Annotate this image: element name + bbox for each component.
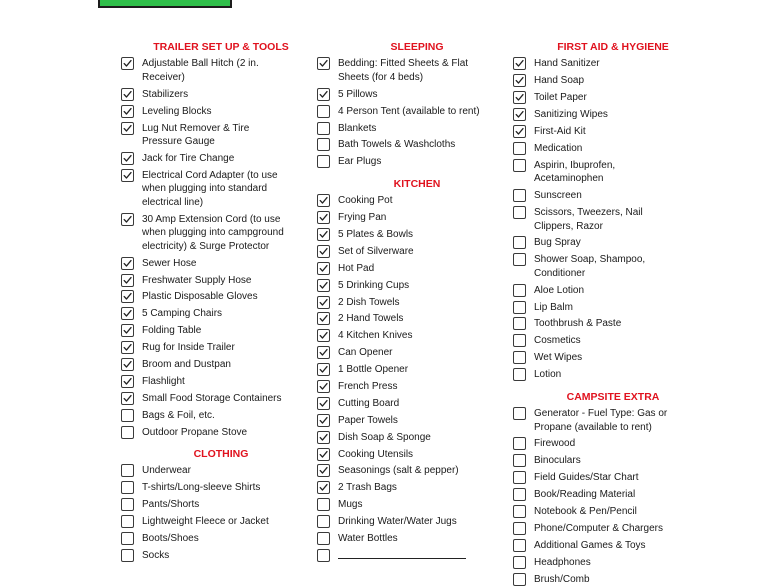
item-label: Frying Pan: [338, 212, 387, 224]
item-label: Lip Balm: [534, 301, 573, 313]
checkmark-icon: [318, 89, 329, 100]
item-label: Toothbrush & Paste: [534, 318, 622, 330]
checkbox-unchecked[interactable]: [317, 549, 330, 562]
checkbox-checked[interactable]: [121, 152, 134, 165]
checkbox-checked[interactable]: [121, 375, 134, 388]
item-label: Hot Pad: [338, 262, 375, 274]
checkmark-icon: [122, 214, 133, 225]
checkbox-unchecked[interactable]: [513, 142, 526, 155]
checkmark-icon: [514, 92, 525, 103]
checklist-item[interactable]: [121, 152, 321, 166]
checkbox-checked[interactable]: [317, 481, 330, 494]
item-label: 2 Dish Towels: [338, 296, 400, 308]
checkmark-icon: [122, 393, 133, 404]
item-label: Adjustable Ball Hitch (2 in. Receiver): [142, 58, 259, 83]
checklist-item[interactable]: [317, 549, 517, 563]
checkbox-checked[interactable]: [121, 392, 134, 405]
checkbox-checked[interactable]: [317, 346, 330, 359]
checklist-item[interactable]: [513, 505, 713, 519]
item-label: Stabilizers: [142, 88, 189, 100]
checkbox-checked[interactable]: [121, 257, 134, 270]
checkmark-icon: [122, 291, 133, 302]
checklist-item[interactable]: [317, 245, 517, 259]
item-label: Seasonings (salt & pepper): [338, 465, 459, 477]
checkbox-checked[interactable]: [317, 57, 330, 70]
checklist-item[interactable]: [121, 392, 321, 406]
item-label: 30 Amp Extension Cord (to use when plugging into campground electricity) & Surge Protector: [142, 213, 284, 252]
checklist-item[interactable]: [317, 346, 517, 360]
checkbox-checked[interactable]: [121, 105, 134, 118]
checkbox-checked[interactable]: [317, 414, 330, 427]
item-label: 1 Bottle Opener: [338, 364, 409, 376]
checkmark-icon: [318, 381, 329, 392]
checklist-item[interactable]: [121, 426, 321, 440]
checkmark-icon: [122, 359, 133, 370]
item-label: Plastic Disposable Gloves: [142, 291, 258, 303]
item-label: Notebook & Pen/Pencil: [534, 505, 637, 517]
checkbox-checked[interactable]: [121, 122, 134, 135]
checklist-item[interactable]: [317, 448, 517, 462]
checkbox-unchecked[interactable]: [513, 334, 526, 347]
checklist-item[interactable]: [317, 296, 517, 310]
checklist-item[interactable]: [317, 329, 517, 343]
checkbox-unchecked[interactable]: [513, 454, 526, 467]
checkbox-checked[interactable]: [317, 329, 330, 342]
checklist-item[interactable]: [513, 57, 713, 71]
checklist-item[interactable]: [317, 515, 517, 529]
checklist-item[interactable]: [513, 125, 713, 139]
item-label: 4 Kitchen Knives: [338, 330, 413, 342]
checklist-item[interactable]: [513, 556, 713, 570]
item-label: Set of Silverware: [338, 245, 414, 257]
checklist-item[interactable]: [513, 74, 713, 88]
item-label: Field Guides/Star Chart: [534, 472, 639, 484]
checklist-item[interactable]: [513, 407, 713, 434]
item-label: T-shirts/Long-sleeve Shirts: [142, 482, 261, 494]
section-title: KITCHEN: [393, 177, 441, 190]
checkmark-icon: [318, 330, 329, 341]
checklist-item[interactable]: [317, 363, 517, 377]
checkbox-checked[interactable]: [317, 380, 330, 393]
checkbox-checked[interactable]: [513, 57, 526, 70]
checkbox-unchecked[interactable]: [121, 481, 134, 494]
checkbox-unchecked[interactable]: [317, 498, 330, 511]
checkbox-checked[interactable]: [513, 74, 526, 87]
checkbox-checked[interactable]: [121, 169, 134, 182]
item-label: Small Food Storage Containers: [142, 392, 282, 404]
checkbox-unchecked[interactable]: [513, 253, 526, 266]
section-title: SLEEPING: [390, 41, 444, 53]
checkbox-checked[interactable]: [121, 57, 134, 70]
checklist-item[interactable]: [513, 206, 713, 233]
checklist-item[interactable]: [317, 262, 517, 276]
item-label: Book/Reading Material: [534, 489, 636, 501]
item-label: Cosmetics: [534, 335, 581, 347]
checklist-item[interactable]: [513, 317, 713, 331]
item-label: 2 Hand Towels: [338, 313, 404, 325]
item-label: 5 Camping Chairs: [142, 308, 223, 320]
checklist-item[interactable]: [121, 341, 321, 355]
write-in-line[interactable]: [338, 549, 466, 559]
checkbox-unchecked[interactable]: [513, 368, 526, 381]
item-label: Additional Games & Toys: [534, 539, 646, 551]
checklist-item[interactable]: [513, 284, 713, 298]
checklist-item[interactable]: [317, 57, 517, 84]
checkbox-unchecked[interactable]: [317, 122, 330, 135]
checklist-item[interactable]: [121, 307, 321, 321]
checkbox-unchecked[interactable]: [513, 471, 526, 484]
checkbox-checked[interactable]: [317, 262, 330, 275]
checkbox-checked[interactable]: [121, 274, 134, 287]
checkbox-checked[interactable]: [317, 194, 330, 207]
item-label: Sanitizing Wipes: [534, 109, 608, 121]
checkmark-icon: [318, 195, 329, 206]
checkbox-checked[interactable]: [121, 358, 134, 371]
checklist-item[interactable]: [121, 257, 321, 271]
checkbox-checked[interactable]: [317, 296, 330, 309]
item-label: Hand Soap: [534, 75, 585, 87]
checkbox-unchecked[interactable]: [317, 105, 330, 118]
item-label: First-Aid Kit: [534, 125, 586, 137]
checklist-item[interactable]: [513, 573, 713, 586]
checkbox-unchecked[interactable]: [513, 505, 526, 518]
item-label: Medication: [534, 142, 583, 154]
checkmark-icon: [318, 415, 329, 426]
checkbox-checked[interactable]: [513, 125, 526, 138]
checkmark-icon: [514, 58, 525, 69]
checkbox-unchecked[interactable]: [513, 556, 526, 569]
checkbox-unchecked[interactable]: [513, 317, 526, 330]
item-label: Rug for Inside Trailer: [142, 342, 235, 354]
checkbox-unchecked[interactable]: [513, 522, 526, 535]
checkbox-checked[interactable]: [317, 211, 330, 224]
checklist-item[interactable]: [317, 464, 517, 478]
checklist-item[interactable]: [121, 515, 321, 529]
checkmark-icon: [318, 347, 329, 358]
item-label: Broom and Dustpan: [142, 358, 231, 370]
checklist-item[interactable]: [121, 57, 321, 84]
checklist-item[interactable]: [121, 105, 321, 119]
checklist-item[interactable]: [317, 481, 517, 495]
checkmark-icon: [318, 449, 329, 460]
checkmark-icon: [318, 465, 329, 476]
checkbox-unchecked[interactable]: [121, 549, 134, 562]
checkbox-checked[interactable]: [121, 290, 134, 303]
checklist-item[interactable]: [317, 194, 517, 208]
item-label: Cooking Utensils: [338, 448, 414, 460]
checkmark-icon: [122, 58, 133, 69]
checklist-item[interactable]: [121, 290, 321, 304]
item-label: 5 Drinking Cups: [338, 279, 410, 291]
checklist-item[interactable]: [317, 532, 517, 546]
item-label: Blankets: [338, 122, 377, 134]
item-label: Mugs: [338, 499, 363, 511]
checklist-item[interactable]: [121, 464, 321, 478]
item-label: Aloe Lotion: [534, 284, 585, 296]
item-label: Boots/Shoes: [142, 532, 199, 544]
checklist-item[interactable]: [121, 375, 321, 389]
checkmark-icon: [122, 170, 133, 181]
checkmark-icon: [514, 109, 525, 120]
item-label: 4 Person Tent (available to rent): [338, 105, 480, 117]
checklist-item[interactable]: [513, 236, 713, 250]
checklist-item[interactable]: [317, 105, 517, 119]
checkmark-icon: [318, 398, 329, 409]
checkmark-icon: [122, 325, 133, 336]
checkbox-checked[interactable]: [317, 88, 330, 101]
checklist-item[interactable]: [513, 351, 713, 365]
checkbox-unchecked[interactable]: [121, 464, 134, 477]
checkbox-unchecked[interactable]: [121, 515, 134, 528]
item-label: Underwear: [142, 465, 191, 477]
checkbox-unchecked[interactable]: [513, 573, 526, 586]
checklist-item[interactable]: [317, 88, 517, 102]
checkbox-checked[interactable]: [121, 324, 134, 337]
checkbox-unchecked[interactable]: [317, 515, 330, 528]
item-label: 5 Pillows: [338, 88, 378, 100]
checkmark-icon: [122, 308, 133, 319]
checklist-item[interactable]: [121, 213, 321, 254]
item-label: 5 Plates & Bowls: [338, 229, 414, 241]
checkmark-icon: [318, 246, 329, 257]
checkmark-icon: [318, 280, 329, 291]
item-label: Jack for Tire Change: [142, 152, 235, 164]
checklist-item[interactable]: [513, 189, 713, 203]
item-label: Firewood: [534, 438, 576, 450]
checklist-item[interactable]: [513, 471, 713, 485]
checkbox-checked[interactable]: [121, 307, 134, 320]
item-label: Pants/Shorts: [142, 499, 200, 511]
checkbox-unchecked[interactable]: [317, 155, 330, 168]
item-label: Bags & Foil, etc.: [142, 409, 215, 421]
section-title: TRAILER SET UP & TOOLS: [153, 41, 289, 53]
checkmark-icon: [122, 153, 133, 164]
checklist-item[interactable]: [513, 334, 713, 348]
checkbox-checked[interactable]: [317, 363, 330, 376]
checkmark-icon: [318, 313, 329, 324]
checklist-item[interactable]: [317, 380, 517, 394]
item-label: Sunscreen: [534, 190, 582, 202]
checkbox-unchecked[interactable]: [513, 301, 526, 314]
checkbox-checked[interactable]: [317, 312, 330, 325]
checklist-item[interactable]: [317, 279, 517, 293]
checkmark-icon: [122, 258, 133, 269]
checklist-item[interactable]: [317, 122, 517, 136]
checklist-item[interactable]: [513, 368, 713, 382]
checkbox-unchecked[interactable]: [513, 284, 526, 297]
checklist-item[interactable]: [121, 532, 321, 546]
checkmark-icon: [514, 126, 525, 137]
item-label: Paper Towels: [338, 414, 398, 426]
checklist-item[interactable]: [513, 142, 713, 156]
checkbox-checked[interactable]: [513, 108, 526, 121]
checkbox-checked[interactable]: [121, 341, 134, 354]
checkbox-unchecked[interactable]: [317, 138, 330, 151]
checkmark-icon: [122, 275, 133, 286]
checklist-item[interactable]: [513, 253, 713, 280]
checkbox-checked[interactable]: [317, 279, 330, 292]
item-label: Flashlight: [142, 375, 185, 387]
checklist-item[interactable]: [121, 358, 321, 372]
checklist-item[interactable]: [317, 414, 517, 428]
checklist-item[interactable]: [317, 431, 517, 445]
checkbox-unchecked[interactable]: [513, 488, 526, 501]
checkmark-icon: [318, 263, 329, 274]
checkbox-checked[interactable]: [317, 397, 330, 410]
checklist-item[interactable]: [121, 498, 321, 512]
checklist-item[interactable]: [121, 122, 321, 149]
section-title: CAMPSITE EXTRA: [566, 390, 660, 403]
item-label: Bedding: Fitted Sheets & Flat Sheets (for 4 beds): [338, 58, 469, 83]
checklist-item[interactable]: [317, 312, 517, 326]
item-label: Outdoor Propane Stove: [142, 426, 248, 438]
checklist-item[interactable]: [121, 324, 321, 338]
checklist-item[interactable]: [121, 169, 321, 210]
item-label: Socks: [142, 549, 170, 561]
item-label: Wet Wipes: [534, 352, 583, 364]
checkbox-checked[interactable]: [121, 88, 134, 101]
checklist-item[interactable]: [513, 522, 713, 536]
item-label: Phone/Computer & Chargers: [534, 522, 663, 534]
checkbox-unchecked[interactable]: [513, 236, 526, 249]
checkbox-unchecked[interactable]: [121, 498, 134, 511]
checklist-item[interactable]: [121, 549, 321, 563]
item-label: Binoculars: [534, 455, 581, 467]
checklist-item[interactable]: [513, 539, 713, 553]
checklist-item[interactable]: [513, 108, 713, 122]
checkmark-icon: [122, 106, 133, 117]
checklist-item[interactable]: [513, 159, 713, 186]
checklist-item[interactable]: [121, 274, 321, 288]
item-label: Aspirin, Ibuprofen, Acetaminophen: [534, 159, 616, 185]
checkbox-unchecked[interactable]: [121, 532, 134, 545]
item-label: Sewer Hose: [142, 257, 197, 269]
checklist-item[interactable]: [317, 155, 517, 169]
section-title: CLOTHING: [193, 448, 249, 461]
checkbox-unchecked[interactable]: [513, 407, 526, 420]
checkmark-icon: [122, 123, 133, 134]
item-label: Leveling Blocks: [142, 105, 212, 117]
checkmark-icon: [318, 364, 329, 375]
item-label: Folding Table: [142, 325, 202, 337]
checklist-item[interactable]: [513, 301, 713, 315]
column-right: [513, 38, 713, 586]
checkbox-unchecked[interactable]: [513, 206, 526, 219]
checkbox-checked[interactable]: [317, 464, 330, 477]
checkbox-checked[interactable]: [121, 213, 134, 226]
item-label: Scissors, Tweezers, Nail Clippers, Razor: [534, 207, 643, 232]
checklist-item[interactable]: [317, 228, 517, 242]
item-label: French Press: [338, 381, 398, 393]
checkmark-icon: [318, 432, 329, 443]
logo: [98, 0, 232, 8]
checkbox-checked[interactable]: [317, 245, 330, 258]
checklist-item[interactable]: [121, 481, 321, 495]
item-label: Brush/Comb: [534, 573, 590, 585]
checkmark-icon: [318, 297, 329, 308]
checkmark-icon: [122, 342, 133, 353]
checkbox-checked[interactable]: [317, 228, 330, 241]
logo-art-icon: [100, 0, 232, 8]
item-label: Bug Spray: [534, 237, 581, 249]
item-label: Bath Towels & Washcloths: [338, 139, 456, 151]
checklist-item[interactable]: [513, 488, 713, 502]
checkmark-icon: [122, 89, 133, 100]
item-label: Lug Nut Remover & Tire Pressure Gauge: [142, 122, 250, 148]
item-label: Water Bottles: [338, 533, 398, 545]
checkbox-unchecked[interactable]: [513, 189, 526, 202]
item-label: Drinking Water/Water Jugs: [338, 516, 457, 528]
item-label: Cooking Pot: [338, 195, 393, 207]
item-label: Shower Soap, Shampoo, Conditioner: [534, 254, 646, 279]
checkbox-checked[interactable]: [317, 448, 330, 461]
checkbox-unchecked[interactable]: [121, 426, 134, 439]
checklist-item[interactable]: [121, 409, 321, 423]
item-label: Can Opener: [338, 347, 393, 359]
item-label: Cutting Board: [338, 397, 400, 409]
checkmark-icon: [122, 376, 133, 387]
checkbox-unchecked[interactable]: [513, 351, 526, 364]
checkbox-unchecked[interactable]: [317, 532, 330, 545]
checkbox-unchecked[interactable]: [513, 159, 526, 172]
item-label: Lotion: [534, 369, 562, 381]
checkmark-icon: [514, 75, 525, 86]
checklist-item[interactable]: [317, 211, 517, 225]
item-label: Toilet Paper: [534, 92, 587, 104]
checklist-item[interactable]: [513, 437, 713, 451]
item-label: Generator - Fuel Type: Gas or Propane (available to rent): [534, 408, 668, 433]
checkmark-icon: [318, 58, 329, 69]
checkmark-icon: [318, 482, 329, 493]
column-left: [121, 38, 321, 562]
item-label: Headphones: [534, 556, 591, 568]
checkbox-checked[interactable]: [317, 431, 330, 444]
item-label: Freshwater Supply Hose: [142, 274, 252, 286]
checklist-item[interactable]: [513, 454, 713, 468]
checkmark-icon: [318, 212, 329, 223]
checkmark-icon: [318, 229, 329, 240]
item-label: Lightweight Fleece or Jacket: [142, 516, 269, 528]
item-label: 2 Trash Bags: [338, 482, 397, 494]
item-label: Dish Soap & Sponge: [338, 431, 431, 443]
checklist-item[interactable]: [513, 91, 713, 105]
checkbox-unchecked[interactable]: [513, 437, 526, 450]
column-middle: [317, 38, 517, 562]
checklist-item[interactable]: [121, 88, 321, 102]
section-title: FIRST AID & HYGIENE: [557, 41, 669, 53]
checkbox-checked[interactable]: [513, 91, 526, 104]
item-label: Hand Sanitizer: [534, 58, 600, 70]
checkbox-unchecked[interactable]: [513, 539, 526, 552]
checklist-item[interactable]: [317, 397, 517, 411]
checkbox-unchecked[interactable]: [121, 409, 134, 422]
checklist-item[interactable]: [317, 498, 517, 512]
item-label: Electrical Cord Adapter (to use when plugging into standard electrical line): [142, 169, 278, 208]
checklist-item[interactable]: [317, 138, 517, 152]
item-label: Ear Plugs: [338, 156, 382, 168]
